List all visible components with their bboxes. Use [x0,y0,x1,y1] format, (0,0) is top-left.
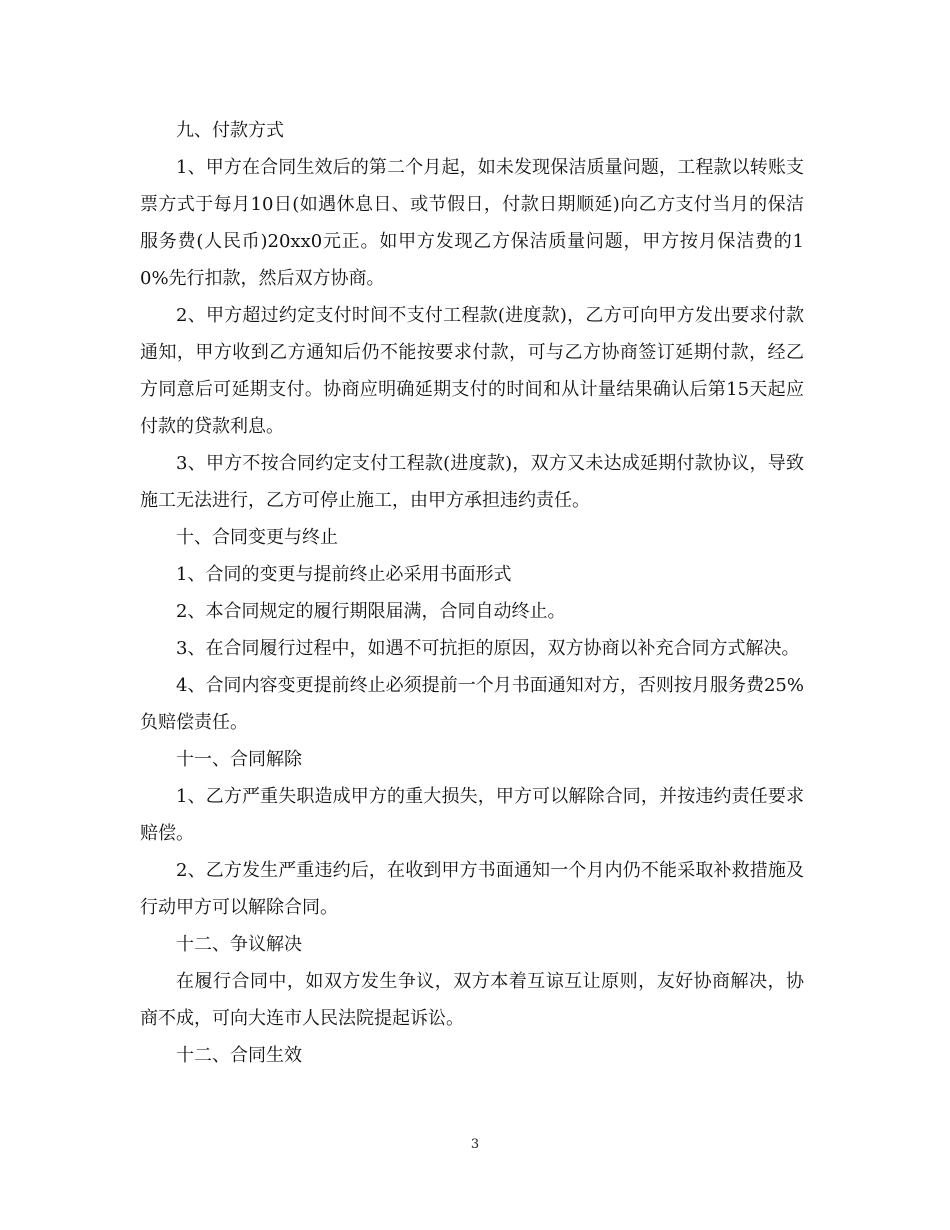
clause-11-1: 1、乙方严重失职造成甲方的重大损失，甲方可以解除合同，并按违约责任要求赔偿。 [140,786,804,844]
document-body [140,112,804,1074]
clause-10-3: 3、在合同履行过程中，如遇不可抗拒的原因，双方协商以补充合同方式解决。 [176,638,800,659]
heading-payment-method: 九、付款方式 [176,120,284,141]
clause-12-body: 在履行合同中，如双方发生争议，双方本着互谅互让原则，友好协商解决，协商不成，可向大连市人民法院提起诉讼。 [140,971,804,1029]
clause-11-2: 2、乙方发生严重违约后，在收到甲方书面通知一个月内仍不能采取补救措施及行动甲方可以解除合同。 [140,860,804,918]
heading-contract-effectiveness: 十二、合同生效 [176,1045,302,1066]
clause-10-4: 4、合同内容变更提前终止必须提前一个月书面通知对方，否则按月服务费25%负赔偿责任。 [140,675,804,733]
clause-10-1: 1、合同的变更与提前终止必采用书面形式 [176,564,512,585]
heading-contract-change-termination: 十、合同变更与终止 [176,527,338,548]
heading-contract-rescission: 十一、合同解除 [176,749,302,770]
page-number: 3 [470,1137,480,1152]
heading-dispute-resolution: 十二、争议解决 [176,934,302,955]
clause-9-2: 2、甲方超过约定支付时间不支付工程款(进度款)，乙方可向甲方发出要求付款通知，甲方收到乙方通知后仍不能按要求付款，可与乙方协商签订延期付款，经乙方同意后可延期支付。协商应明确延期支付的时间和从计量结果确认后第15天起应付款的贷款利息。 [140,305,804,437]
clause-9-1: 1、甲方在合同生效后的第二个月起，如未发现保洁质量问题，工程款以转账支票方式于每月10日(如遇休息日、或节假日，付款日期顺延)向乙方支付当月的保洁服务费(人民币)20xx0元正。如甲方发现乙方保洁质量问题，甲方按月保洁费的10%先行扣款，然后双方协商。 [140,157,804,289]
clause-10-2: 2、本合同规定的履行期限届满，合同自动终止。 [176,601,566,622]
clause-9-3: 3、甲方不按合同约定支付工程款(进度款)，双方又未达成延期付款协议，导致施工无法进行，乙方可停止施工，由甲方承担违约责任。 [140,453,804,511]
